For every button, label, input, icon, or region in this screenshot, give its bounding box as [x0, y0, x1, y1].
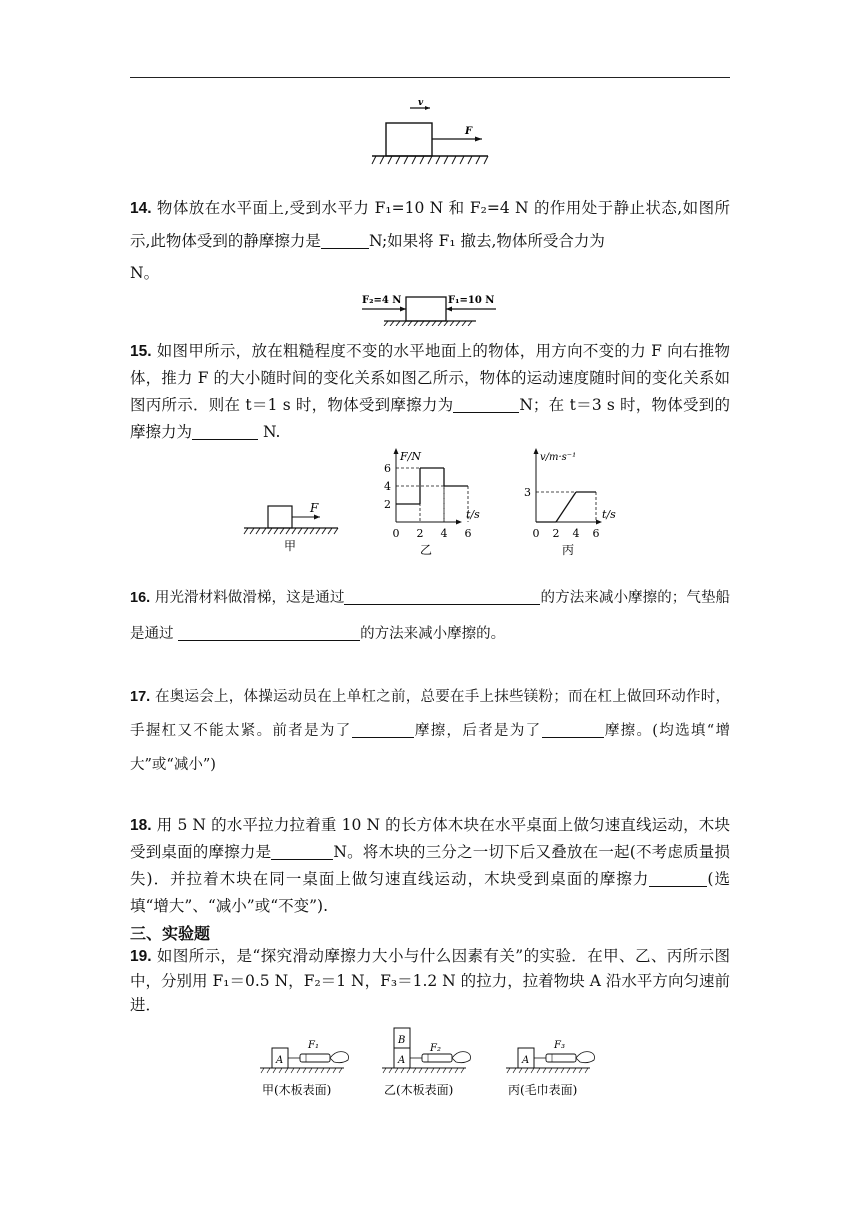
answer-blank[interactable] [271, 841, 333, 860]
question-number: 18. [130, 817, 152, 834]
question-text: N。将木块的三分之一切下后又叠放在一起(不考虑质量损失)．并拉着木块在同一桌面上做匀速直线运动，木块受到桌面的摩擦力 [130, 843, 730, 888]
question-text: N；在 t＝3 s 时，物体受到的摩擦力为 [130, 396, 731, 441]
fig-jia [244, 501, 338, 553]
question-number: 15. [130, 343, 152, 360]
question-text: N。 [130, 264, 160, 282]
question-text: 用 5 N 的水平拉力拉着重 10 N 的长方体木块在水平桌面上做匀速直线运动，木块受到桌面的摩擦力是 [130, 816, 730, 861]
f2-label: F₂ [430, 1043, 441, 1054]
question-text: 如图甲所示，放在粗糙程度不变的水平地面上的物体，用方向不变的力 F 向右推物体，推力 F 的大小随时间的变化关系如图乙所示，物体的运动速度随时间的变化关系如图丙所示．则在 t＝1 s 时，物体受到摩擦力为 [130, 342, 730, 414]
question-14 [130, 192, 730, 289]
question-text: 的方法来减小摩擦的；气垫船是通过 [130, 590, 731, 642]
chart-yi [384, 448, 480, 557]
x-tick-label: 0 [392, 527, 400, 540]
f2-label: F₂=4 N [362, 295, 402, 306]
q14-forces-figure [360, 290, 500, 326]
x-tick-label: 6 [592, 527, 600, 540]
question-number: 17. [130, 689, 151, 705]
experiment-bing [506, 1040, 595, 1097]
block-a-label: A [398, 1055, 406, 1066]
experiment-yi [382, 1028, 471, 1097]
answer-blank[interactable] [344, 586, 540, 605]
answer-blank[interactable] [178, 622, 360, 641]
caption-bing: 丙 [562, 543, 575, 557]
answer-blank[interactable] [453, 394, 519, 413]
question-number: 19. [130, 948, 152, 965]
answer-blank[interactable] [542, 719, 604, 738]
question-text: 如图所示，是“探究滑动摩擦力大小与什么因素有关”的实验．在甲、乙、丙所示图中，分别用 F₁＝0.5 N，F₂＝1 N，F₃＝1.2 N 的拉力，拉着物块 A 沿水平方向匀速前进． [130, 947, 730, 1014]
block-a-label: A [276, 1055, 284, 1066]
f1-label: F₁=10 N [448, 295, 495, 306]
question-15 [130, 338, 730, 446]
caption-jia: 甲 [284, 539, 297, 553]
y-tick-label: 2 [384, 498, 391, 511]
answer-blank[interactable] [352, 719, 414, 738]
y-axis-label: F/N [400, 450, 421, 463]
block-a-label: A [522, 1055, 530, 1066]
x-axis-label: t/s [466, 508, 480, 521]
f3-label: F₃ [554, 1040, 565, 1051]
question-17 [130, 680, 730, 782]
question-text: N;如果将 F₁ 撤去,物体所受合力为 [368, 232, 605, 250]
y-tick-label: 4 [384, 480, 391, 493]
y-axis-label: v/m·s⁻¹ [540, 452, 577, 463]
force-label: F [310, 501, 319, 515]
top-block-figure [370, 98, 490, 166]
chart-bing [524, 448, 616, 557]
answer-blank[interactable] [192, 421, 258, 440]
question-19 [130, 944, 730, 1017]
x-tick-label: 4 [572, 527, 580, 540]
caption-bing: 丙(毛巾表面) [508, 1083, 578, 1097]
question-text: 在奥运会上，体操运动员在上单杠之前，总要在手上抹些镁粉；而在杠上做回环动作时，手握杠又不能太紧。前者是为了 [130, 689, 730, 739]
x-tick-label: 2 [416, 527, 424, 540]
question-number: 14. [130, 200, 152, 217]
velocity-label: v [418, 98, 424, 108]
force-label: F [465, 126, 473, 137]
question-text: 物体放在水平面上,受到水平力 F₁=10 N 和 F₂=4 N 的作用处于静止状态,如图所示,此物体受到的静摩擦力是 [130, 199, 730, 250]
q19-experiment-figures [256, 1024, 606, 1104]
y-tick-label: 6 [384, 462, 391, 475]
question-text: (选填“增大”、“减小”或“不变”). [130, 870, 730, 915]
question-18 [130, 812, 730, 920]
experiment-jia [260, 1040, 349, 1097]
x-tick-label: 0 [532, 527, 540, 540]
x-tick-label: 4 [440, 527, 448, 540]
answer-blank[interactable] [649, 868, 707, 887]
block-b-label: B [398, 1035, 406, 1046]
question-text: 用光滑材料做滑梯，这是通过 [154, 590, 345, 606]
y-tick-label: 3 [524, 486, 531, 499]
x-tick-label: 2 [552, 527, 560, 540]
question-16 [130, 580, 730, 652]
f1-label: F₁ [308, 1040, 319, 1051]
question-text: 的方法来减小摩擦的。 [360, 626, 506, 642]
x-axis-label: t/s [602, 508, 616, 521]
section-title: 三、实验题 [130, 924, 211, 943]
question-text: N. [262, 423, 281, 441]
x-tick-label: 6 [464, 527, 472, 540]
answer-blank[interactable] [321, 230, 369, 249]
question-number: 16. [130, 590, 151, 606]
q15-figures [240, 446, 620, 560]
caption-yi: 乙 [420, 543, 433, 557]
question-text: 摩擦，后者是为了 [413, 723, 542, 739]
header-rule [130, 77, 730, 78]
caption-yi: 乙(木板表面) [384, 1083, 454, 1097]
caption-jia: 甲(木板表面) [262, 1083, 332, 1097]
question-text: 摩擦。(均选填“增大”或“减小”) [130, 723, 731, 773]
series-segment [556, 492, 576, 522]
